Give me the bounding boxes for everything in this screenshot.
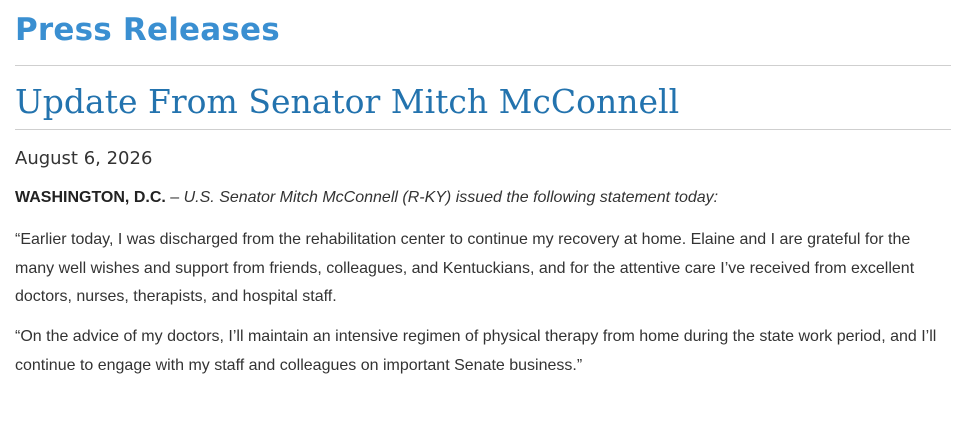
dateline: WASHINGTON, D.C. [15,189,166,206]
statement-paragraph: “Earlier today, I was discharged from the rehabilitation center to continue my recovery at home. Elaine and I are grateful for the many well wishes and support from friends, colleagues, and Kentuckians, and for the attentive care I’ve received from excellent doctors, nurses, therapists, and hospital staff. [15,231,915,305]
statement-paragraph: “On the advice of my doctors, I’ll maintain an intensive regimen of physical therapy from home during the state work period, and I’ll continue to engage with my staff and colleagues on important Senate business.” [15,328,937,374]
title-divider [15,129,951,130]
article-title: Update From Senator Mitch McConnell [15,82,680,121]
section-divider [15,65,951,66]
section-heading[interactable]: Press Releases [15,12,280,48]
article-intro [15,186,718,210]
dateline-dash: – [165,189,184,206]
article-date: August 6, 2026 [15,148,153,169]
statement-intro: U.S. Senator Mitch McConnell (R-KY) issued the following statement today: [183,189,719,206]
